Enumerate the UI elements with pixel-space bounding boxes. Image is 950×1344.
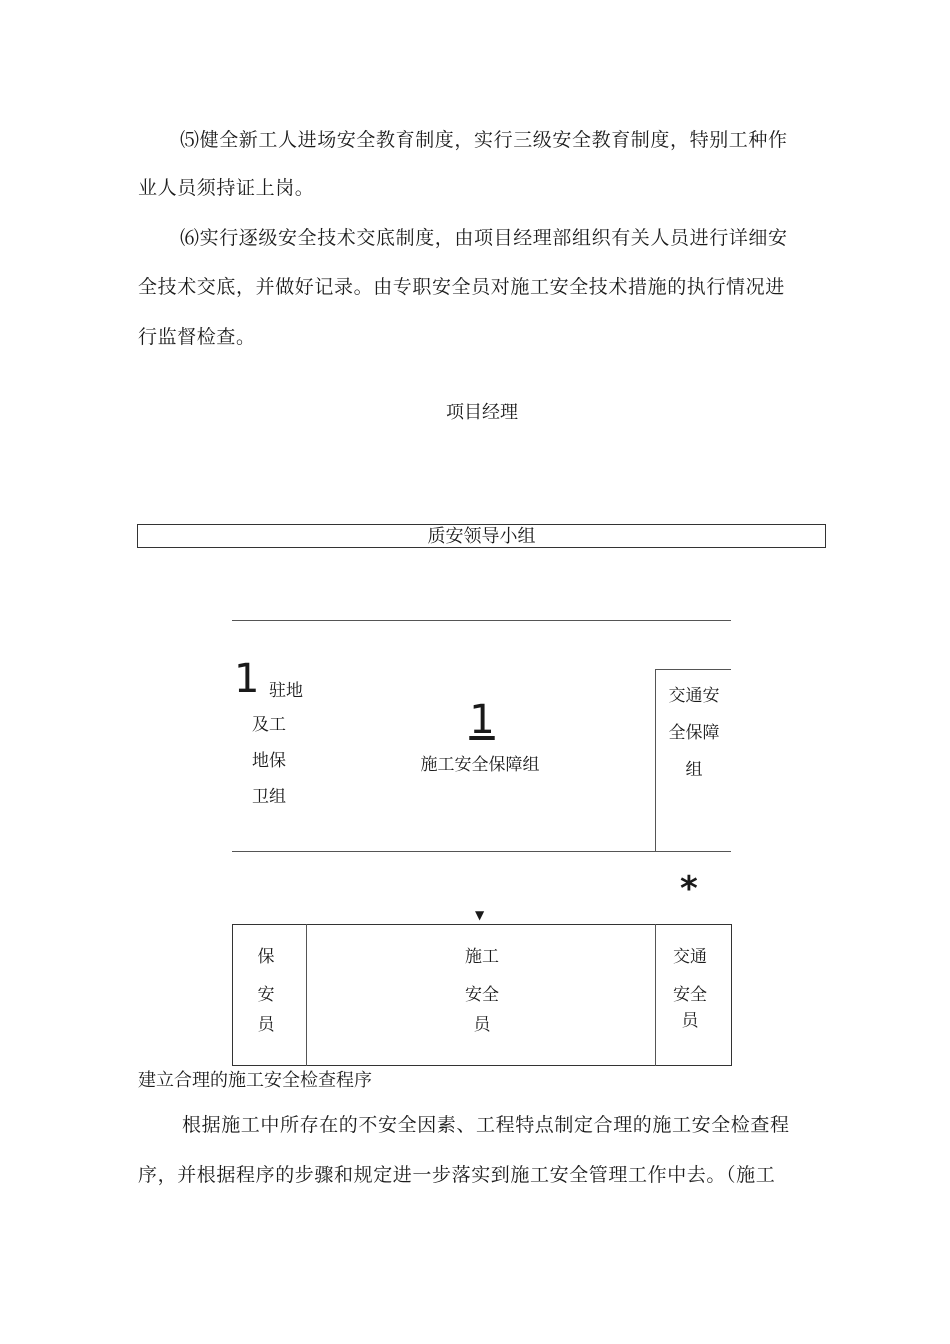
right-group-divider (655, 669, 656, 851)
left-group-line-1: 驻地 (269, 681, 303, 701)
security-guard-line-1: 保 (257, 947, 275, 967)
middle-band-bottom-line (232, 851, 731, 852)
leader-group-box (137, 524, 826, 548)
section-heading: 建立合理的施工安全检查程序 (138, 1070, 372, 1091)
traffic-safety-officer-line-2: 安全 (673, 985, 707, 1005)
bottom-row-divider-left (306, 924, 307, 1066)
center-group-label: 施工安全保障组 (420, 755, 540, 775)
paragraph-5-line-1: ⑸健全新工人进场安全教育制度，实行三级安全教育制度，特别工种作 (180, 129, 788, 151)
traffic-safety-officer-label (658, 942, 722, 1032)
security-guard-line-2: 安 (257, 985, 275, 1005)
construction-safety-officer-line-1: 施工 (465, 947, 499, 967)
right-group-line-3: 组 (685, 760, 703, 780)
security-guard-line-3: 员 (257, 1015, 275, 1035)
arrow-down-icon: ▼ (475, 908, 485, 922)
left-group-line-4: 卫组 (252, 787, 286, 807)
left-group-line-3: 地保 (252, 751, 286, 771)
traffic-safety-officer-line-3: 员 (681, 1011, 699, 1031)
star-marker: * (680, 869, 698, 909)
bottom-row-divider-right (655, 924, 656, 1066)
right-group-label (658, 678, 730, 789)
right-group-top-line (655, 669, 731, 670)
right-group-line-1: 交通安 (668, 686, 720, 706)
section-body-line-1: 根据施工中所存在的不安全因素、工程特点制定合理的施工安全检查程 (182, 1114, 790, 1136)
paragraph-6-line-3: 行监督检查。 (138, 326, 256, 348)
center-group-marker-text: 1 (469, 697, 495, 743)
leader-group-label: 质安领导小组 (427, 526, 536, 547)
right-group-line-2: 全保障 (668, 723, 720, 743)
construction-safety-officer-line-3: 员 (473, 1015, 491, 1035)
left-group-label (252, 674, 308, 814)
paragraph-5-line-2: 业人员须持证上岗。 (138, 177, 315, 199)
traffic-safety-officer-line-1: 交通 (673, 947, 707, 967)
left-group-line-2: 及工 (252, 715, 286, 735)
construction-safety-officer-line-2: 安全 (465, 985, 499, 1005)
left-group-marker: 1 (234, 656, 260, 702)
center-group-marker (460, 697, 504, 743)
middle-band-top-line (232, 620, 731, 621)
section-body-line-2: 序，并根据程序的步骤和规定进一步落实到施工安全管理工作中去。（施工 (138, 1164, 776, 1186)
construction-safety-officer-label (432, 942, 532, 1040)
security-guard-label (238, 942, 294, 1040)
paragraph-6-line-1: ⑹实行逐级安全技术交底制度，由项目经理部组织有关人员进行详细安 (180, 227, 788, 249)
project-manager-label: 项目经理 (446, 402, 518, 423)
paragraph-6-line-2: 全技术交底，并做好记录。由专职安全员对施工安全技术措施的执行情况进 (138, 276, 785, 298)
